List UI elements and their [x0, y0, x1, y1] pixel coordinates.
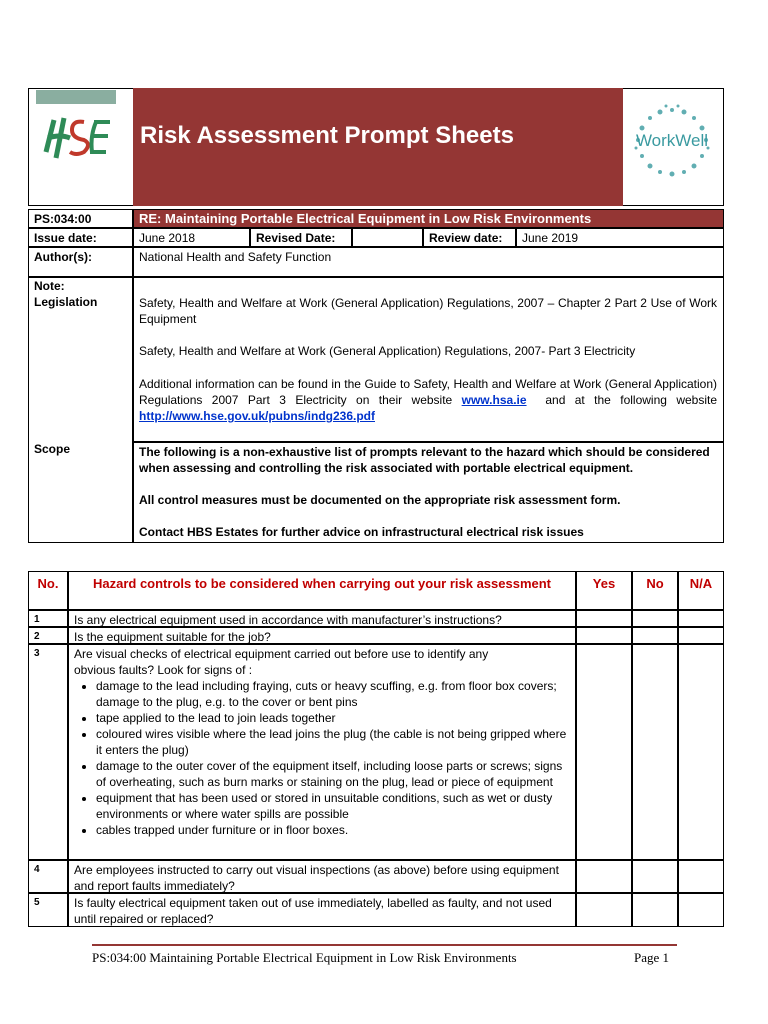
- col-header-no: No.: [28, 571, 68, 610]
- row-5-na[interactable]: [678, 893, 724, 927]
- author-label: Author(s):: [28, 247, 133, 277]
- row-3-bullet: • cables trapped under furniture or in floor boxes.: [96, 822, 570, 838]
- legislation-para-1: Safety, Health and Welfare at Work (General Application) Regulations, 2007 – Chapter 2 Part 2 Use of Work Equipment: [139, 296, 717, 326]
- legislation-para-2: Safety, Health and Welfare at Work (General Application) Regulations, 2007- Part 3 Electricity: [139, 344, 636, 358]
- row-3-bullet-list: [74, 678, 570, 838]
- row-2-num: 2: [28, 627, 68, 644]
- footer-text: PS:034:00 Maintaining Portable Electrical Equipment in Low Risk Environments: [92, 950, 517, 965]
- ps-label: PS:034:00: [28, 209, 133, 228]
- hse-stripe: [36, 90, 116, 104]
- col-header-yes: Yes: [576, 571, 632, 610]
- row-5-yes[interactable]: [576, 893, 632, 927]
- scope-para-2: All control measures must be documented on the appropriate risk assessment form.: [139, 493, 621, 507]
- row-5-text: Is faulty electrical equipment taken out of use immediately, labelled as faulty, and not used until repaired or replaced?: [68, 893, 576, 927]
- note-label: Note:: [34, 279, 65, 293]
- legislation-para-3-a: Additional information can be found in the Guide to Safety, Health and Welfare at Work (General Application) Regulations 2007 Part 3 Electricity on their website: [139, 377, 717, 407]
- note-label-cell: [28, 277, 133, 543]
- issue-date-label: Issue date:: [28, 228, 133, 247]
- legislation-label: Legislation: [34, 295, 98, 309]
- row-4-no[interactable]: [632, 860, 678, 893]
- review-date-label: Review date:: [423, 228, 516, 247]
- hse-logo: [40, 108, 112, 173]
- workwell-logo: [624, 100, 720, 195]
- re-title: RE: Maintaining Portable Electrical Equipment in Low Risk Environments: [133, 209, 724, 228]
- page-title: Risk Assessment Prompt Sheets: [140, 122, 514, 149]
- hse-uk-link[interactable]: http://www.hse.gov.uk/pubns/indg236.pdf: [139, 409, 375, 423]
- revised-date-label: Revised Date:: [250, 228, 352, 247]
- col-header-na: N/A: [678, 571, 724, 610]
- author-value: National Health and Safety Function: [133, 247, 724, 277]
- row-4-na[interactable]: [678, 860, 724, 893]
- row-4-text: Are employees instructed to carry out visual inspections (as above) before using equipment and report faults immediately?: [68, 860, 576, 893]
- row-3-bullet: • damage to the lead including fraying, cuts or heavy scuffing, e.g. from floor box covers; damage to the plug, e.g. to the cover or bent pins: [96, 678, 570, 710]
- col-header-no-answer: No: [632, 571, 678, 610]
- row-2-no[interactable]: [632, 627, 678, 644]
- row-3-cell: [68, 644, 576, 860]
- legislation-para-3: [139, 376, 717, 424]
- row-2-text: Is the equipment suitable for the job?: [68, 627, 576, 644]
- row-1-num: 1: [28, 610, 68, 627]
- scope-label: Scope: [34, 442, 71, 456]
- row-3-bullet: • equipment that has been used or stored in unsuitable conditions, such as wet or dusty environments or where water spills are possible: [96, 790, 570, 822]
- row-3-na[interactable]: [678, 644, 724, 860]
- row-3-bullet: • tape applied to the lead to join leads together: [96, 710, 570, 726]
- row-3-bullet: • coloured wires visible where the lead joins the plug (the cable is not being gripped where it enters the plug): [96, 726, 570, 758]
- review-date-value: June 2019: [516, 228, 724, 247]
- workwell-logo-text: WorkWell: [635, 131, 709, 150]
- legislation-para-3-b: and at the following website: [545, 393, 718, 407]
- row-4-yes[interactable]: [576, 860, 632, 893]
- row-2-yes[interactable]: [576, 627, 632, 644]
- row-3-bullet: • damage to the outer cover of the equipment itself, including loose parts or screws; signs of overheating, such as burn marks or staining on the plug, lead or piece of equipment: [96, 758, 570, 790]
- row-5-num: 5: [28, 893, 68, 927]
- col-header-hazard: Hazard controls to be considered when carrying out your risk assessment: [68, 571, 576, 610]
- row-4-num: 4: [28, 860, 68, 893]
- row-3-num: 3: [28, 644, 68, 860]
- row-1-no[interactable]: [632, 610, 678, 627]
- row-1-na[interactable]: [678, 610, 724, 627]
- scope-para-3: Contact HBS Estates for further advice on infrastructural electrical risk issues: [139, 525, 584, 539]
- row-3-text: Are visual checks of electrical equipment carried out before use to identify any obvious faults? Look for signs of :: [74, 647, 489, 677]
- page-number: Page 1: [634, 950, 670, 965]
- hsa-link[interactable]: www.hsa.ie: [461, 393, 527, 407]
- row-3-no[interactable]: [632, 644, 678, 860]
- row-1-text: Is any electrical equipment used in accordance with manufacturer’s instructions?: [68, 610, 576, 627]
- revised-date-value: [352, 228, 423, 247]
- row-2-na[interactable]: [678, 627, 724, 644]
- footer-divider: [92, 944, 677, 946]
- scope-para-1: The following is a non-exhaustive list of prompts relevant to the hazard which should be considered when assessing and controlling the risk associated with portable electrical equipment.: [139, 445, 710, 475]
- row-1-yes[interactable]: [576, 610, 632, 627]
- row-3-yes[interactable]: [576, 644, 632, 860]
- row-5-no[interactable]: [632, 893, 678, 927]
- issue-date-value: June 2018: [133, 228, 250, 247]
